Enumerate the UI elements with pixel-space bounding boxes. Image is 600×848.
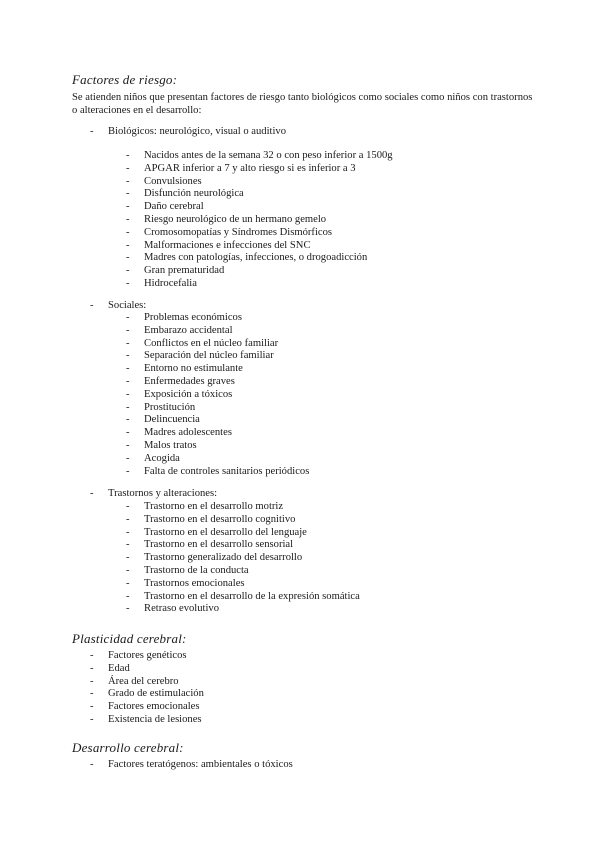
list-item	[126, 278, 393, 291]
social-items	[126, 312, 309, 478]
dash-bullet: -	[126, 150, 130, 161]
dash-bullet: -	[126, 162, 130, 174]
dash-bullet: -	[126, 564, 130, 576]
dash-bullet: -	[90, 126, 94, 137]
list-item-text: Exposición a tóxicos	[144, 388, 233, 400]
list-item-text: Área del cerebro	[108, 675, 179, 687]
risk-group-social	[90, 300, 146, 313]
list-item-text: Hidrocefalia	[144, 277, 197, 289]
dash-bullet: -	[90, 759, 94, 770]
list-item-text: Riesgo neurológico de un hermano gemelo	[144, 213, 327, 225]
risk-group-biological	[90, 126, 286, 139]
dash-bullet: -	[90, 488, 94, 499]
dash-bullet: -	[90, 688, 94, 700]
list-item	[126, 240, 393, 253]
list-item-text: Problemas económicos	[144, 312, 242, 323]
list-item-text: Malformaciones e infecciones del SNC	[144, 239, 311, 251]
list-item-text: Enfermedades graves	[144, 375, 235, 387]
dash-bullet: -	[90, 713, 94, 725]
plasticity-items	[90, 650, 204, 727]
list-item	[126, 201, 393, 214]
dash-bullet: -	[126, 213, 130, 225]
list-item	[90, 663, 204, 676]
list-item-text: Retraso evolutivo	[144, 603, 220, 615]
development-items	[90, 759, 293, 772]
list-item	[90, 714, 204, 727]
list-item	[126, 440, 309, 453]
dash-bullet: -	[126, 350, 130, 362]
risk-group-disorders	[90, 488, 217, 501]
list-item-text: Conflictos en el núcleo familiar	[144, 337, 279, 349]
dash-bullet: -	[126, 252, 130, 264]
biological-items	[126, 150, 393, 291]
dash-bullet: -	[126, 577, 130, 589]
list-item	[126, 265, 393, 278]
list-item	[126, 591, 360, 604]
dash-bullet: -	[126, 388, 130, 400]
dash-bullet: -	[126, 414, 130, 426]
dash-bullet: -	[126, 175, 130, 187]
dash-bullet: -	[126, 465, 130, 477]
list-item	[126, 163, 393, 176]
list-item	[90, 759, 293, 772]
dash-bullet: -	[126, 526, 130, 538]
group-label: Biológicos: neurológico, visual o auditivo	[108, 126, 287, 137]
dash-bullet: -	[126, 590, 130, 602]
dash-bullet: -	[90, 701, 94, 713]
list-item	[126, 389, 309, 402]
dash-bullet: -	[126, 312, 130, 323]
list-item-text: Gran prematuridad	[144, 265, 225, 277]
intro-paragraph: Se atienden niños que presentan factores de riesgo tanto biológicos como sociales como niños con trastornos o alteraciones en el desarrollo:	[72, 92, 533, 116]
list-item-text: Trastorno en el desarrollo cognitivo	[144, 513, 296, 525]
list-item-text: Acogida	[144, 452, 180, 464]
list-item	[126, 552, 360, 565]
list-item-text: Existencia de lesiones	[108, 713, 202, 725]
list-item-text: Factores genéticos	[108, 650, 187, 661]
dash-bullet: -	[126, 324, 130, 336]
list-item	[126, 427, 309, 440]
dash-bullet: -	[126, 265, 130, 277]
heading-brain-development: Desarrollo cerebral:	[72, 740, 184, 755]
list-item	[90, 688, 204, 701]
dash-bullet: -	[126, 375, 130, 387]
list-item	[126, 578, 360, 591]
list-item-text: Falta de controles sanitarios periódicos	[144, 465, 310, 477]
list-item-text: Grado de estimulación	[108, 688, 204, 700]
list-item	[126, 188, 393, 201]
dash-bullet: -	[90, 650, 94, 661]
list-item-text: Entorno no estimulante	[144, 363, 243, 375]
list-item	[90, 488, 217, 501]
list-item-text: Embarazo accidental	[144, 324, 233, 336]
list-item	[126, 603, 360, 616]
list-item-text: Factores teratógenos: ambientales o tóxicos	[108, 759, 293, 770]
dash-bullet: -	[90, 662, 94, 674]
list-item-text: Delincuencia	[144, 414, 200, 426]
list-item-text: Trastorno de la conducta	[144, 564, 249, 576]
list-item-text: Trastornos emocionales	[144, 577, 245, 589]
list-item	[90, 126, 286, 139]
group-label: Trastornos y alteraciones:	[108, 488, 218, 499]
list-item	[126, 376, 309, 389]
list-item-text: Trastorno en el desarrollo sensorial	[144, 539, 294, 551]
dash-bullet: -	[126, 427, 130, 439]
list-item-text: Trastorno en el desarrollo del lenguaje	[144, 526, 307, 538]
list-item-text: Trastorno generalizado del desarrollo	[144, 552, 303, 564]
list-item	[126, 414, 309, 427]
dash-bullet: -	[126, 603, 130, 615]
list-item	[126, 325, 309, 338]
list-item-text: Madres adolescentes	[144, 427, 232, 439]
list-item-text: Cromosomopatías y Síndromes Dismórficos	[144, 226, 333, 238]
dash-bullet: -	[126, 201, 130, 213]
list-item	[126, 466, 309, 479]
dash-bullet: -	[126, 501, 130, 512]
list-item	[126, 514, 360, 527]
list-item-text: Malos tratos	[144, 439, 197, 451]
list-item-text: Edad	[108, 662, 130, 674]
dash-bullet: -	[90, 300, 94, 311]
list-item	[126, 312, 309, 325]
list-item	[126, 453, 309, 466]
dash-bullet: -	[126, 363, 130, 375]
list-item-text: Trastorno en el desarrollo motriz	[144, 501, 284, 512]
dash-bullet: -	[126, 439, 130, 451]
list-item	[126, 527, 360, 540]
list-item-text: APGAR inferior a 7 y alto riesgo si es inferior a 3	[144, 162, 356, 174]
list-item-text: Factores emocionales	[108, 701, 200, 713]
list-item-text: Daño cerebral	[144, 201, 204, 213]
list-item	[90, 300, 146, 313]
list-item	[126, 363, 309, 376]
list-item-text: Separación del núcleo familiar	[144, 350, 274, 362]
list-item	[90, 676, 204, 689]
dash-bullet: -	[126, 539, 130, 551]
list-item-text: Nacidos antes de la semana 32 o con peso inferior a 1500g	[144, 150, 393, 161]
dash-bullet: -	[126, 188, 130, 200]
list-item	[126, 539, 360, 552]
disorder-items	[126, 501, 360, 616]
dash-bullet: -	[126, 552, 130, 564]
list-item	[126, 501, 360, 514]
list-item	[126, 214, 393, 227]
dash-bullet: -	[126, 277, 130, 289]
dash-bullet: -	[90, 675, 94, 687]
heading-brain-plasticity: Plasticidad cerebral:	[72, 631, 187, 646]
dash-bullet: -	[126, 401, 130, 413]
list-item	[90, 650, 204, 663]
dash-bullet: -	[126, 226, 130, 238]
list-item-text: Trastorno en el desarrollo de la expresión somática	[144, 590, 360, 602]
list-item-text: Prostitución	[144, 401, 196, 413]
dash-bullet: -	[126, 239, 130, 251]
list-item	[126, 565, 360, 578]
group-label: Sociales:	[108, 300, 147, 311]
list-item	[126, 227, 393, 240]
list-item	[126, 150, 393, 163]
dash-bullet: -	[126, 452, 130, 464]
list-item-text: Convulsiones	[144, 175, 202, 187]
list-item-text: Disfunción neurológica	[144, 188, 244, 200]
dash-bullet: -	[126, 337, 130, 349]
list-item-text: Madres con patologías, infecciones, o drogoadicción	[144, 252, 368, 264]
list-item	[126, 402, 309, 415]
heading-risk-factors: Factores de riesgo:	[72, 72, 178, 87]
dash-bullet: -	[126, 513, 130, 525]
list-item	[90, 701, 204, 714]
list-item	[126, 176, 393, 189]
list-item	[126, 338, 309, 351]
list-item	[126, 350, 309, 363]
list-item	[126, 252, 393, 265]
